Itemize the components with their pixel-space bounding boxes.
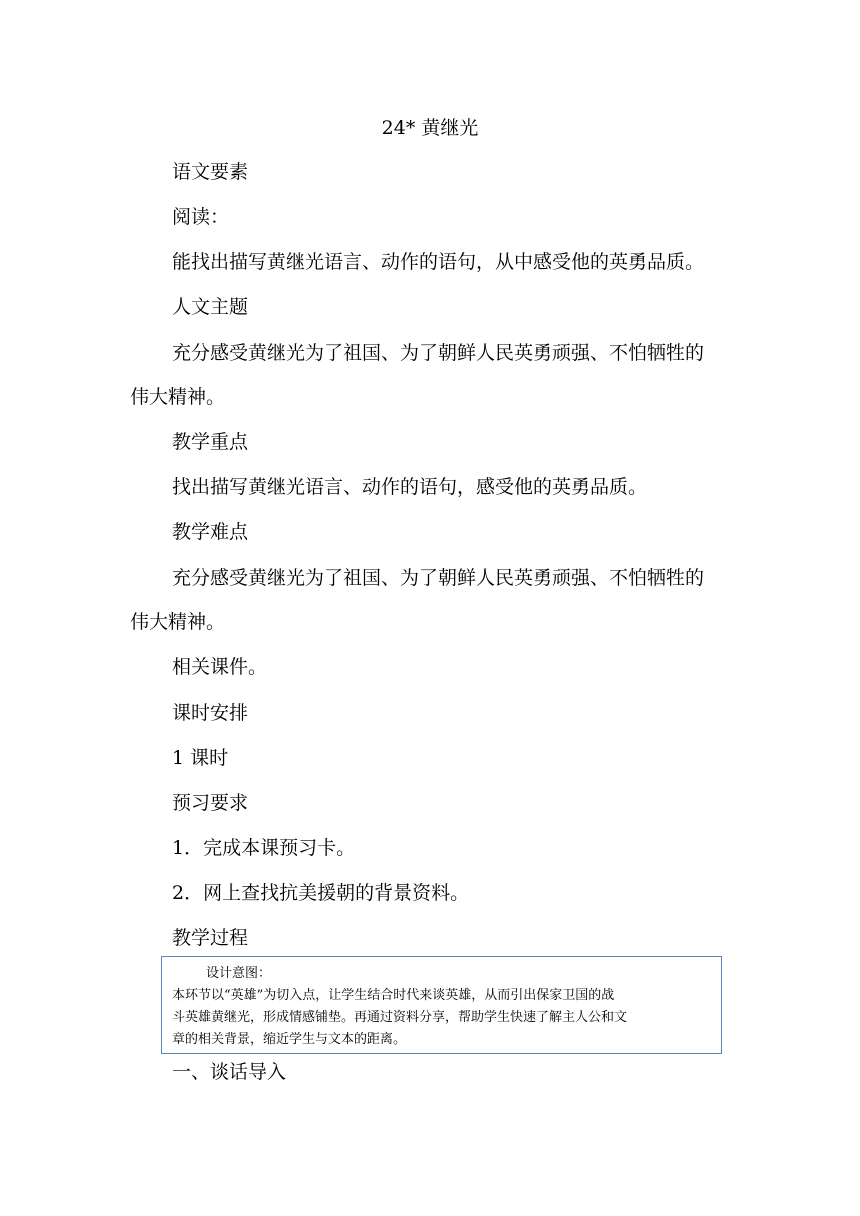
courseware-text: 相关课件。 xyxy=(172,656,268,678)
heading-process: 教学过程 xyxy=(172,927,249,949)
reading-label: 阅读： xyxy=(172,206,230,228)
key-points-text: 找出描写黄继光语言、动作的语句，感受他的英勇品质。 xyxy=(172,476,648,498)
heading-key-points: 教学重点 xyxy=(172,431,249,453)
heading-preview: 预习要求 xyxy=(172,792,249,814)
heading-schedule: 课时安排 xyxy=(172,702,249,724)
heading-difficulties: 教学难点 xyxy=(172,521,249,543)
difficulties-text-line1: 充分感受黄继光为了祖国、为了朝鲜人民英勇顽强、不怕牺牲的 xyxy=(172,567,705,589)
schedule-text: 1 课时 xyxy=(172,747,229,769)
document-title: 24* 黄继光 xyxy=(381,117,479,139)
theme-text-line1: 充分感受黄继光为了祖国、为了朝鲜人民英勇顽强、不怕牺牲的 xyxy=(172,342,705,364)
design-note-box xyxy=(161,956,722,1054)
design-note-line2: 斗英雄黄继光，形成情感铺垫。再通过资料分享，帮助学生快速了解主人公和文 xyxy=(172,1010,628,1025)
step-1-heading: 一、谈话导入 xyxy=(172,1061,287,1083)
heading-humanistic-theme: 人文主题 xyxy=(172,296,249,318)
heading-language-elements: 语文要素 xyxy=(172,161,249,183)
preview-item-2: 2．网上查找抗美援朝的背景资料。 xyxy=(172,882,470,904)
theme-text-line2: 伟大精神。 xyxy=(130,386,226,408)
design-note-title: 设计意图： xyxy=(206,966,272,981)
reading-goal: 能找出描写黄继光语言、动作的语句，从中感受他的英勇品质。 xyxy=(172,251,705,273)
difficulties-text-line2: 伟大精神。 xyxy=(130,611,226,633)
preview-item-1: 1．完成本课预习卡。 xyxy=(172,837,356,859)
design-note-line3: 章的相关背景，缩近学生与文本的距离。 xyxy=(172,1032,407,1047)
design-note-line1: 本环节以“英雄”为切入点，让学生结合时代来谈英雄，从而引出保家卫国的战 xyxy=(172,988,615,1003)
